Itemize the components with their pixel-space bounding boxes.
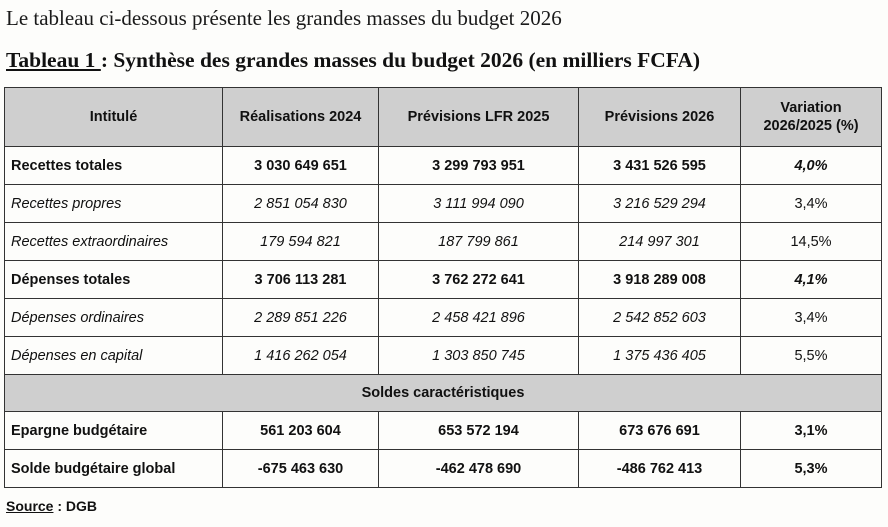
row-label: Dépenses ordinaires <box>5 299 223 337</box>
cell-previsions-lfr-2025: -462 478 690 <box>379 450 579 488</box>
cell-variation: 5,5% <box>741 337 882 375</box>
source-note <box>6 498 97 514</box>
cell-realisations-2024: 2 289 851 226 <box>223 299 379 337</box>
table-row <box>5 450 882 488</box>
intro-text: Le tableau ci-dessous présente les grandes masses du budget 2026 <box>6 6 562 30</box>
cell-previsions-lfr-2025: 1 303 850 745 <box>379 337 579 375</box>
source-text: : DGB <box>53 498 98 514</box>
row-label: Recettes propres <box>5 185 223 223</box>
cell-previsions-2026: 214 997 301 <box>579 223 741 261</box>
header-intitule: Intitulé <box>5 88 223 147</box>
row-label: Recettes extraordinaires <box>5 223 223 261</box>
row-label: Recettes totales <box>5 147 223 185</box>
cell-realisations-2024: 561 203 604 <box>223 412 379 450</box>
cell-previsions-2026: 673 676 691 <box>579 412 741 450</box>
section-row <box>5 375 882 412</box>
section-title: Soldes caractéristiques <box>5 375 882 412</box>
row-label: Solde budgétaire global <box>5 450 223 488</box>
cell-previsions-2026: 2 542 852 603 <box>579 299 741 337</box>
cell-previsions-lfr-2025: 3 299 793 951 <box>379 147 579 185</box>
cell-previsions-lfr-2025: 653 572 194 <box>379 412 579 450</box>
header-previsions-2026: Prévisions 2026 <box>579 88 741 147</box>
cell-previsions-2026: 3 216 529 294 <box>579 185 741 223</box>
cell-variation: 4,0% <box>741 147 882 185</box>
cell-realisations-2024: 3 030 649 651 <box>223 147 379 185</box>
caption-label: Tableau 1 <box>6 48 101 72</box>
cell-previsions-2026: 3 918 289 008 <box>579 261 741 299</box>
table-row <box>5 223 882 261</box>
table-row <box>5 337 882 375</box>
caption-text: : Synthèse des grandes masses du budget 2026 (en milliers FCFA) <box>100 48 701 72</box>
cell-previsions-2026: 1 375 436 405 <box>579 337 741 375</box>
header-realisations-2024: Réalisations 2024 <box>223 88 379 147</box>
cell-previsions-lfr-2025: 187 799 861 <box>379 223 579 261</box>
row-label: Epargne budgétaire <box>5 412 223 450</box>
table-header-row <box>5 88 882 147</box>
cell-variation: 4,1% <box>741 261 882 299</box>
table-row <box>5 412 882 450</box>
budget-table <box>4 87 882 488</box>
table-row <box>5 299 882 337</box>
cell-previsions-lfr-2025: 3 111 994 090 <box>379 185 579 223</box>
source-label: Source <box>6 498 54 514</box>
row-label: Dépenses en capital <box>5 337 223 375</box>
cell-realisations-2024: -675 463 630 <box>223 450 379 488</box>
cell-variation: 3,4% <box>741 299 882 337</box>
cell-realisations-2024: 179 594 821 <box>223 223 379 261</box>
header-previsions-lfr-2025: Prévisions LFR 2025 <box>379 88 579 147</box>
table-caption <box>6 48 700 73</box>
cell-variation: 14,5% <box>741 223 882 261</box>
cell-previsions-2026: 3 431 526 595 <box>579 147 741 185</box>
cell-realisations-2024: 1 416 262 054 <box>223 337 379 375</box>
row-label: Dépenses totales <box>5 261 223 299</box>
cell-realisations-2024: 3 706 113 281 <box>223 261 379 299</box>
header-variation: Variation 2026/2025 (%) <box>741 88 882 147</box>
table-row <box>5 185 882 223</box>
cell-variation: 3,1% <box>741 412 882 450</box>
cell-previsions-2026: -486 762 413 <box>579 450 741 488</box>
table-row <box>5 261 882 299</box>
table-row <box>5 147 882 185</box>
cell-variation: 5,3% <box>741 450 882 488</box>
cell-previsions-lfr-2025: 3 762 272 641 <box>379 261 579 299</box>
cell-previsions-lfr-2025: 2 458 421 896 <box>379 299 579 337</box>
cell-realisations-2024: 2 851 054 830 <box>223 185 379 223</box>
cell-variation: 3,4% <box>741 185 882 223</box>
